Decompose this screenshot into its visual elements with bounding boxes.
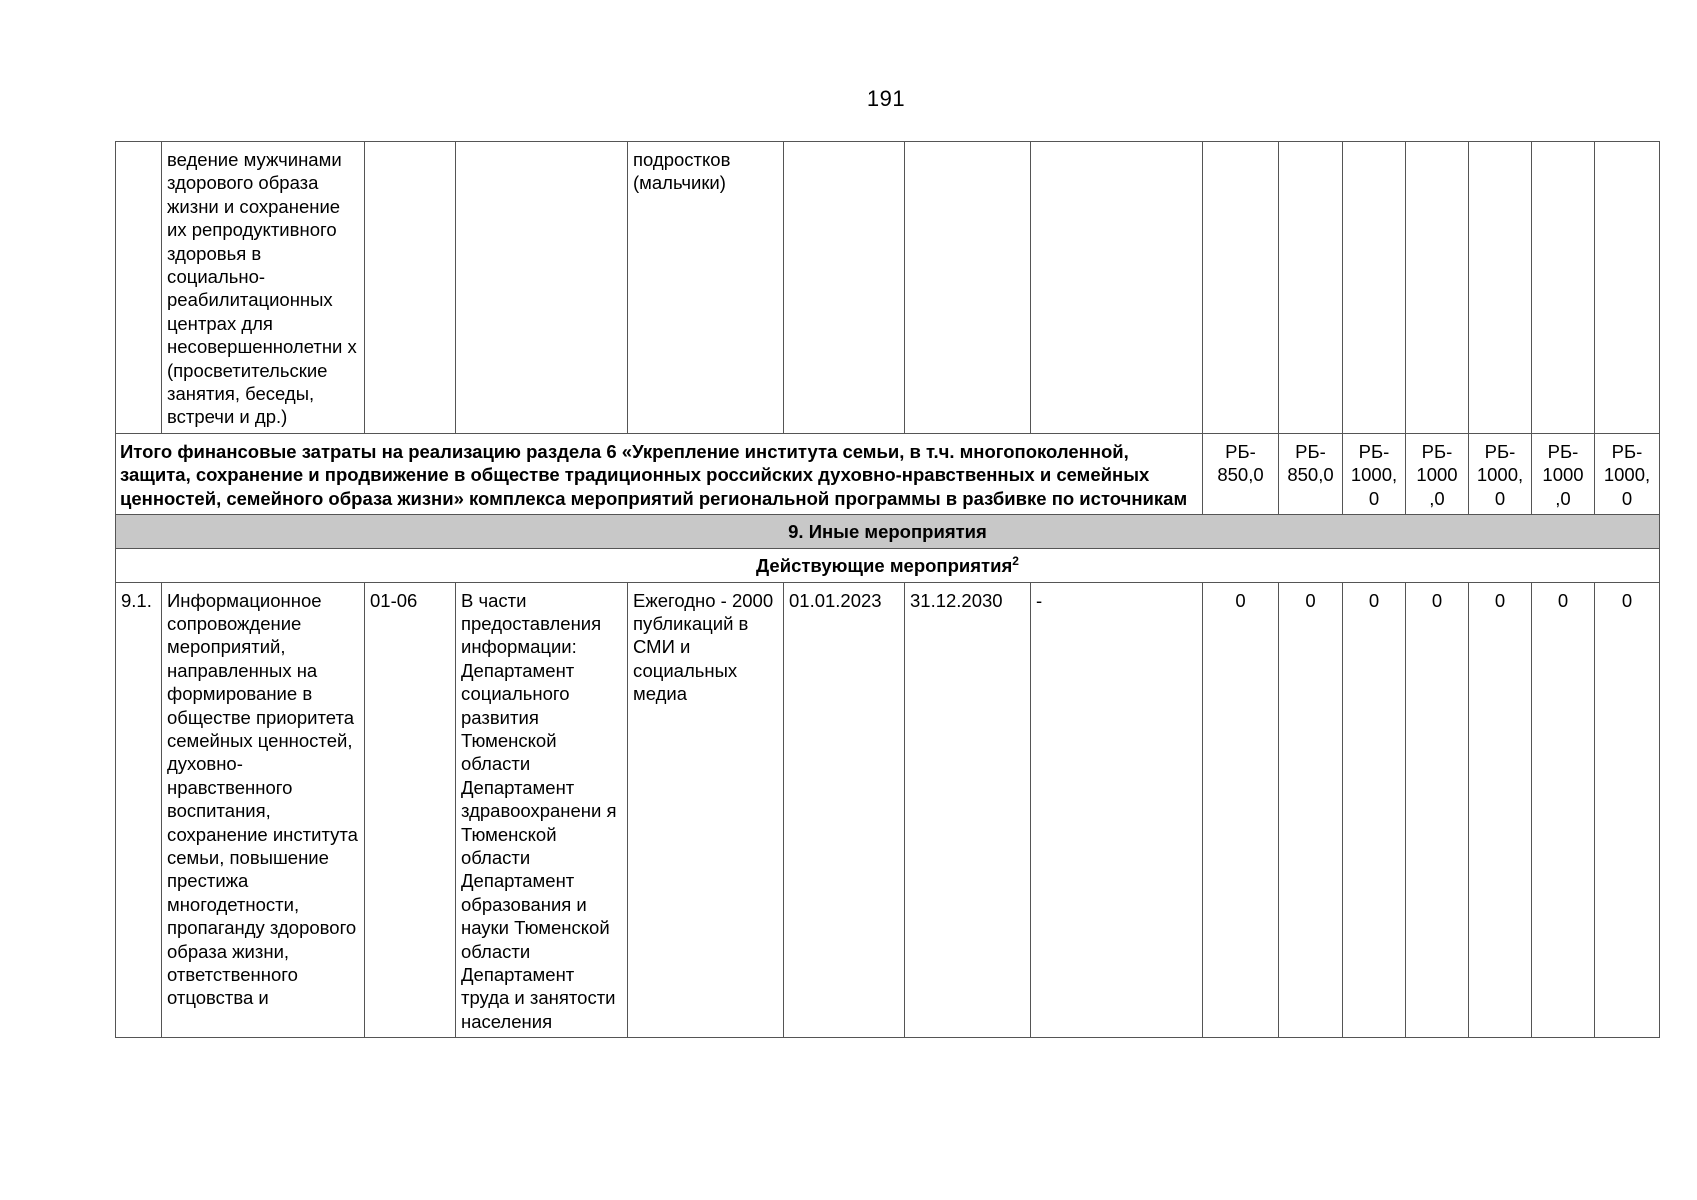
total-value: РБ- 1000 ,0	[1406, 433, 1469, 514]
program-table	[115, 141, 1660, 1038]
cell-value	[1279, 142, 1343, 434]
cell-result: Ежегодно - 2000 публикаций в СМИ и социальных медиа	[628, 582, 784, 1038]
page-number: 191	[866, 86, 906, 111]
cell-value	[1595, 142, 1660, 434]
total-label: Итого финансовые затраты на реализацию раздела 6 «Укрепление института семьи, в т.ч. многопоколенной, защита, сохранение и продвижение в обществе традиционных российских духовно-нравственных и семейных ценностей, семейного образа жизни» комплекса мероприятий региональной программы в разбивке по источникам	[116, 433, 1203, 514]
footnote-marker: 2	[1012, 553, 1019, 568]
cell-value: 0	[1279, 582, 1343, 1038]
cell-value: 0	[1532, 582, 1595, 1038]
cell-value: 0	[1469, 582, 1532, 1038]
cell-end-date	[905, 142, 1031, 434]
cell-value: 0	[1595, 582, 1660, 1038]
subsection-title: Действующие мероприятия	[756, 555, 1013, 577]
cell-value	[1532, 142, 1595, 434]
cell-start-date	[784, 142, 905, 434]
table-row-continuation	[116, 142, 1660, 434]
section-title: 9. Иные мероприятия	[116, 515, 1660, 549]
cell-value: 0	[1203, 582, 1279, 1038]
cell-value	[1469, 142, 1532, 434]
cell-value	[1203, 142, 1279, 434]
total-value: РБ- 1000, 0	[1595, 433, 1660, 514]
cell-activity: Информационное сопровождение мероприятий, направленных на формирование в обществе приоритета семейных ценностей, духовно-нравственного воспитания, сохранение института семьи, повышение престижа многодетности, пропаганду здорового образа жизни, ответственного отцовства и	[162, 582, 365, 1038]
cell-value: 0	[1406, 582, 1469, 1038]
table-row-subsection	[116, 549, 1660, 582]
cell-result: подростков (мальчики)	[628, 142, 784, 434]
total-value: РБ- 850,0	[1203, 433, 1279, 514]
cell-code: 01-06	[365, 582, 456, 1038]
subsection-cell	[116, 549, 1660, 582]
total-value: РБ- 1000, 0	[1469, 433, 1532, 514]
cell-executors: В части предоставления информации: Департамент социального развития Тюменской области Департамент здравоохранени я Тюменской области Департамент образования и науки Тюменской области Департамент труда и занятости населения	[456, 582, 628, 1038]
table-row-total	[116, 433, 1660, 514]
table-row	[116, 582, 1660, 1038]
table-row-section	[116, 515, 1660, 549]
total-value: РБ- 1000 ,0	[1532, 433, 1595, 514]
cell-executors	[456, 142, 628, 434]
cell-code	[365, 142, 456, 434]
cell-activity: ведение мужчинами здорового образа жизни и сохранение их репродуктивного здоровья в социально-реабилитационных центрах для несовершеннолетни х (просветительские занятия, беседы, встречи и др.)	[162, 142, 365, 434]
cell-value: 0	[1343, 582, 1406, 1038]
cell-start-date: 01.01.2023	[784, 582, 905, 1038]
cell-value	[1406, 142, 1469, 434]
cell-number	[116, 142, 162, 434]
total-value: РБ- 850,0	[1279, 433, 1343, 514]
cell-end-date: 31.12.2030	[905, 582, 1031, 1038]
cell-note: -	[1031, 582, 1203, 1038]
total-value: РБ- 1000, 0	[1343, 433, 1406, 514]
cell-note	[1031, 142, 1203, 434]
cell-number: 9.1.	[116, 582, 162, 1038]
cell-value	[1343, 142, 1406, 434]
